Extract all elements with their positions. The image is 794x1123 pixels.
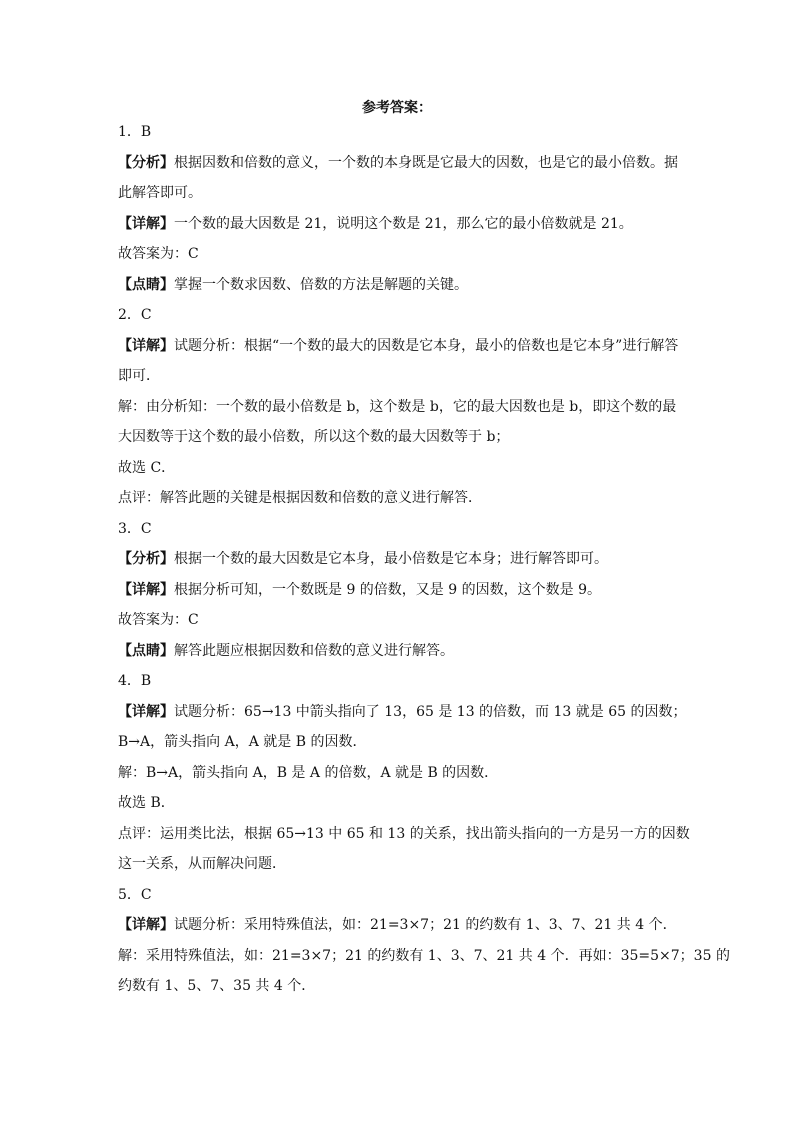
q2-detail-text-1: 试题分析：根据“一个数的最大的因数是它本身，最小的倍数也是它本身”进行解答 — [174, 337, 679, 354]
q3-detail-text: 根据分析可知，一个数既是 9 的倍数，又是 9 的因数，这个数是 9。 — [174, 581, 601, 598]
q2-solution-line-2: 大因数等于这个数的最小倍数，所以这个数的最大因数等于 b； — [118, 429, 510, 445]
q1-analysis-text-1: 根据因数和倍数的意义，一个数的本身既是它最大的因数，也是它的最小倍数。据 — [174, 154, 678, 171]
q2-solution-line-1: 解：由分析知：一个数的最小倍数是 b，这个数是 b，它的最大因数也是 b，即这个数的最 — [118, 398, 677, 415]
q1-analysis-line-2: 此解答即可。 — [118, 185, 202, 201]
q1-number: 1．B — [118, 124, 152, 140]
q4-number: 4．B — [118, 673, 152, 689]
q4-detail-line-2: B→A，箭头指向 A，A 就是 B 的因数． — [118, 734, 367, 750]
q5-solution-line-2: 约数有 1、5、7、35 共 4 个． — [118, 978, 316, 994]
q1-answer: 故答案为：C — [118, 246, 199, 262]
q5-detail-tag: 【详解】 — [118, 917, 174, 933]
q4-detail-line-1 — [118, 702, 687, 722]
q1-comment-text: 掌握一个数求因数、倍数的方法是解题的关键。 — [174, 276, 468, 293]
q2-number: 2．C — [118, 307, 152, 323]
q4-solution-line: 解：B→A，箭头指向 A，B 是 A 的倍数，A 就是 B 的因数． — [118, 764, 499, 781]
q1-comment-line — [118, 275, 680, 295]
q4-answer: 故选 B． — [118, 795, 175, 811]
q3-number: 3．C — [118, 520, 152, 537]
q3-comment-line — [118, 641, 680, 661]
q1-analysis-line-1 — [118, 153, 680, 173]
q5-detail-line — [118, 915, 680, 935]
page-title: 参考答案： — [362, 100, 432, 116]
answer-content — [118, 122, 730, 1007]
q3-answer: 故答案为：C — [118, 612, 199, 628]
q3-detail-line — [118, 580, 680, 600]
q1-detail-text: 一个数的最大因数是 21，说明这个数是 21，那么它的最小倍数就是 21。 — [174, 215, 633, 232]
q2-detail-line-2: 即可． — [118, 368, 160, 384]
q5-solution-line-1: 解：采用特殊值法，如：21=3×7；21 的约数有 1、3、7、21 共 4 个．再如：35=5×7；35 的 — [118, 947, 730, 964]
q4-review-line-1: 点评：运用类比法，根据 65→13 中 65 和 13 的关系，找出箭头指向的一方是另一方的因数 — [118, 825, 690, 842]
q3-analysis-line — [118, 549, 680, 569]
q2-review: 点评：解答此题的关键是根据因数和倍数的意义进行解答． — [118, 490, 482, 506]
q3-comment-tag: 【点睛】 — [118, 642, 174, 659]
q3-analysis-text: 根据一个数的最大因数是它本身，最小倍数是它本身；进行解答即可。 — [174, 551, 608, 567]
q3-comment-text: 解答此题应根据因数和倍数的意义进行解答。 — [174, 642, 454, 659]
q3-detail-tag: 【详解】 — [118, 581, 174, 598]
q1-comment-tag: 【点睛】 — [118, 276, 174, 293]
q5-detail-text: 试题分析：采用特殊值法，如：21=3×7；21 的约数有 1、3、7、21 共 4 个． — [174, 917, 677, 933]
q3-analysis-tag: 【分析】 — [118, 551, 174, 567]
q2-detail-line-1 — [118, 336, 680, 356]
q1-analysis-tag: 【分析】 — [118, 154, 174, 171]
q2-detail-tag: 【详解】 — [118, 337, 174, 354]
q4-detail-tag: 【详解】 — [118, 703, 174, 720]
q4-review-line-2: 这一关系，从而解决问题． — [118, 856, 286, 872]
q2-answer: 故选 C． — [118, 459, 176, 476]
q5-number: 5．C — [118, 886, 152, 903]
q1-detail-line — [118, 214, 680, 234]
q1-detail-tag: 【详解】 — [118, 215, 174, 232]
q4-detail-text-1: 试题分析：65→13 中箭头指向了 13，65 是 13 的倍数，而 13 就是 65 的因数； — [174, 703, 687, 720]
